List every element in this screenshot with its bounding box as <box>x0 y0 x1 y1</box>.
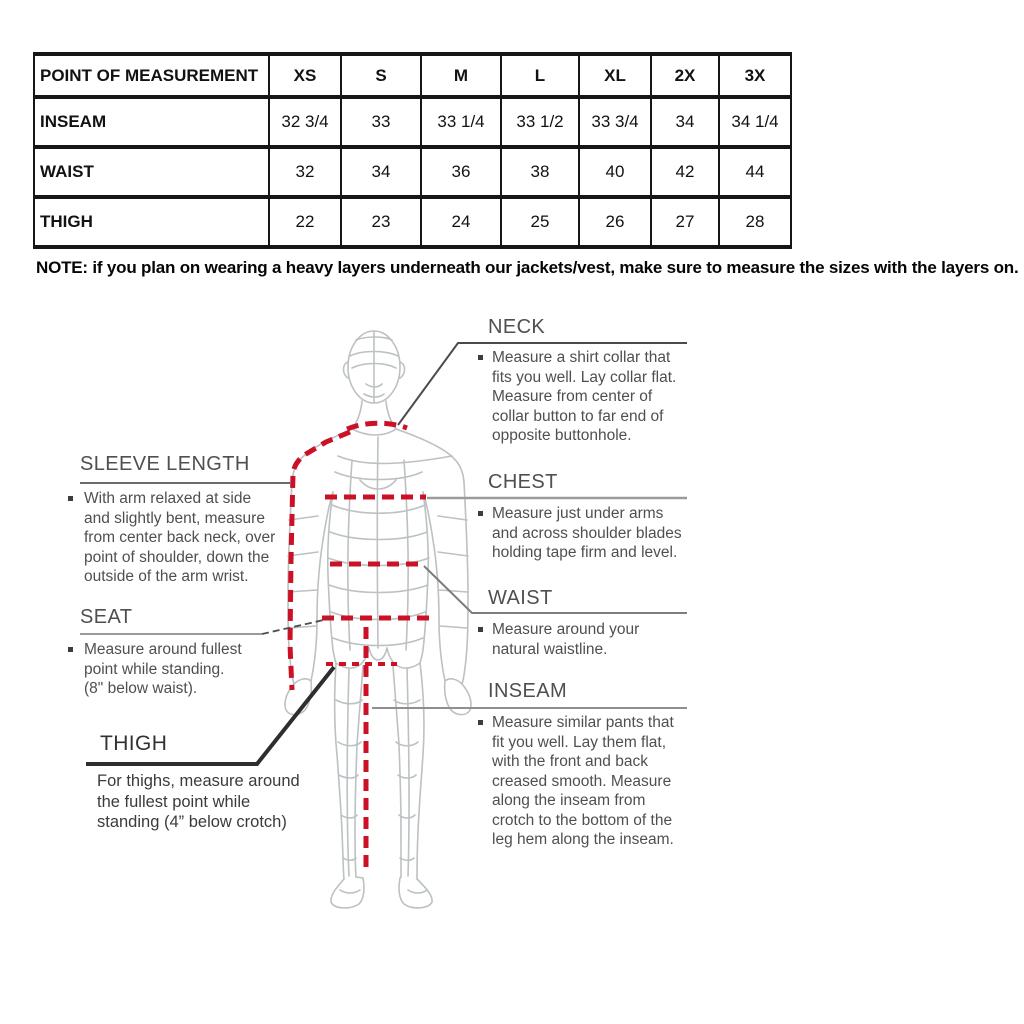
table-cell: 33 <box>341 97 421 147</box>
text-line: Measure from center of <box>492 388 653 405</box>
table-cell: 34 <box>651 97 719 147</box>
text-line: creased smooth. Measure <box>492 772 672 790</box>
column-header: XS <box>269 54 341 97</box>
inseam-section-text <box>492 713 674 850</box>
seat-label-connector <box>262 619 328 634</box>
text-line: holding tape firm and level. <box>492 544 678 561</box>
text-line: opposite buttonhole. <box>492 427 632 444</box>
row-label: THIGH <box>34 197 269 247</box>
bullet-icon <box>68 647 73 652</box>
text-line: fit you well. Lay them flat, <box>492 733 667 751</box>
text-line: along the inseam from <box>492 792 646 809</box>
neck-section-title: NECK <box>488 316 546 338</box>
text-line: from center back neck, over <box>84 529 276 546</box>
text-line: collar button to far end of <box>492 407 664 425</box>
seat-section-title: SEAT <box>80 606 133 628</box>
text-line: point while standing. <box>84 660 225 678</box>
table-cell: 25 <box>501 197 579 247</box>
table-cell: 42 <box>651 147 719 197</box>
bullet-icon <box>478 355 483 360</box>
column-header: S <box>341 54 421 97</box>
bullet-icon <box>68 496 73 501</box>
sleeve-length-section-title: SLEEVE LENGTH <box>80 453 250 475</box>
body-figure-illustration <box>285 331 471 908</box>
row-label: WAIST <box>34 147 269 197</box>
neck-section-text <box>492 348 676 446</box>
table-cell: 36 <box>421 147 501 197</box>
table-cell: 34 1/4 <box>719 97 791 147</box>
text-line: Measure a shirt collar that <box>492 349 671 366</box>
waist-section-title: WAIST <box>488 587 553 609</box>
text-line: Measure similar pants that <box>492 714 674 731</box>
table-cell: 33 1/4 <box>421 97 501 147</box>
bullet-icon <box>478 627 483 632</box>
chest-section-title: CHEST <box>488 471 558 493</box>
text-line: with the front and back <box>492 753 648 770</box>
table-cell: 24 <box>421 197 501 247</box>
column-header: 2X <box>651 54 719 97</box>
inseam-section-title: INSEAM <box>488 680 568 702</box>
table-cell: 33 3/4 <box>579 97 651 147</box>
table-cell: 32 <box>269 147 341 197</box>
table-cell: 40 <box>579 147 651 197</box>
table-cell: 23 <box>341 197 421 247</box>
column-header: POINT OF MEASUREMENT <box>34 54 269 97</box>
text-line: the fullest point while <box>97 792 251 811</box>
text-line: With arm relaxed at side <box>84 490 252 507</box>
text-line: standing (4” below crotch) <box>97 813 287 831</box>
table-cell: 34 <box>341 147 421 197</box>
column-header: L <box>501 54 579 97</box>
table-cell: 22 <box>269 197 341 247</box>
sleeve-length-section-text <box>84 489 275 587</box>
row-label: INSEAM <box>34 97 269 147</box>
waist-label-connector <box>424 566 687 613</box>
text-line: fits you well. Lay collar flat. <box>492 368 677 386</box>
text-line: leg hem along the inseam. <box>492 831 674 848</box>
text-line: and slightly bent, measure <box>84 509 265 527</box>
waist-section-text <box>492 620 639 659</box>
thigh-section-text <box>97 771 300 833</box>
column-header: XL <box>579 54 651 97</box>
text-line: crotch to the bottom of the <box>492 811 673 829</box>
table-cell: 33 1/2 <box>501 97 579 147</box>
table-cell: 27 <box>651 197 719 247</box>
text-line: point of shoulder, down the <box>84 548 270 566</box>
column-header: 3X <box>719 54 791 97</box>
text-line: Measure just under arms <box>492 505 664 522</box>
table-cell: 32 3/4 <box>269 97 341 147</box>
chest-section-text <box>492 504 682 563</box>
table-cell: 44 <box>719 147 791 197</box>
table-cell: 26 <box>579 197 651 247</box>
text-line: outside of the arm wrist. <box>84 568 249 585</box>
thigh-section-title: THIGH <box>100 732 168 755</box>
text-line: (8" below waist). <box>84 680 198 697</box>
column-header: M <box>421 54 501 97</box>
text-line: For thighs, measure around <box>97 772 300 790</box>
bullet-icon <box>478 511 483 516</box>
note-text: NOTE: if you plan on wearing a heavy layers underneath our jackets/vest, make sure to measure the sizes with the layers on. <box>36 258 1019 277</box>
table-cell: 38 <box>501 147 579 197</box>
text-line: natural waistline. <box>492 640 608 658</box>
text-line: Measure around your <box>492 621 640 638</box>
bullet-icon <box>478 720 483 725</box>
table-cell: 28 <box>719 197 791 247</box>
seat-section-text <box>84 640 242 699</box>
text-line: Measure around fullest <box>84 641 242 658</box>
text-line: and across shoulder blades <box>492 524 682 542</box>
